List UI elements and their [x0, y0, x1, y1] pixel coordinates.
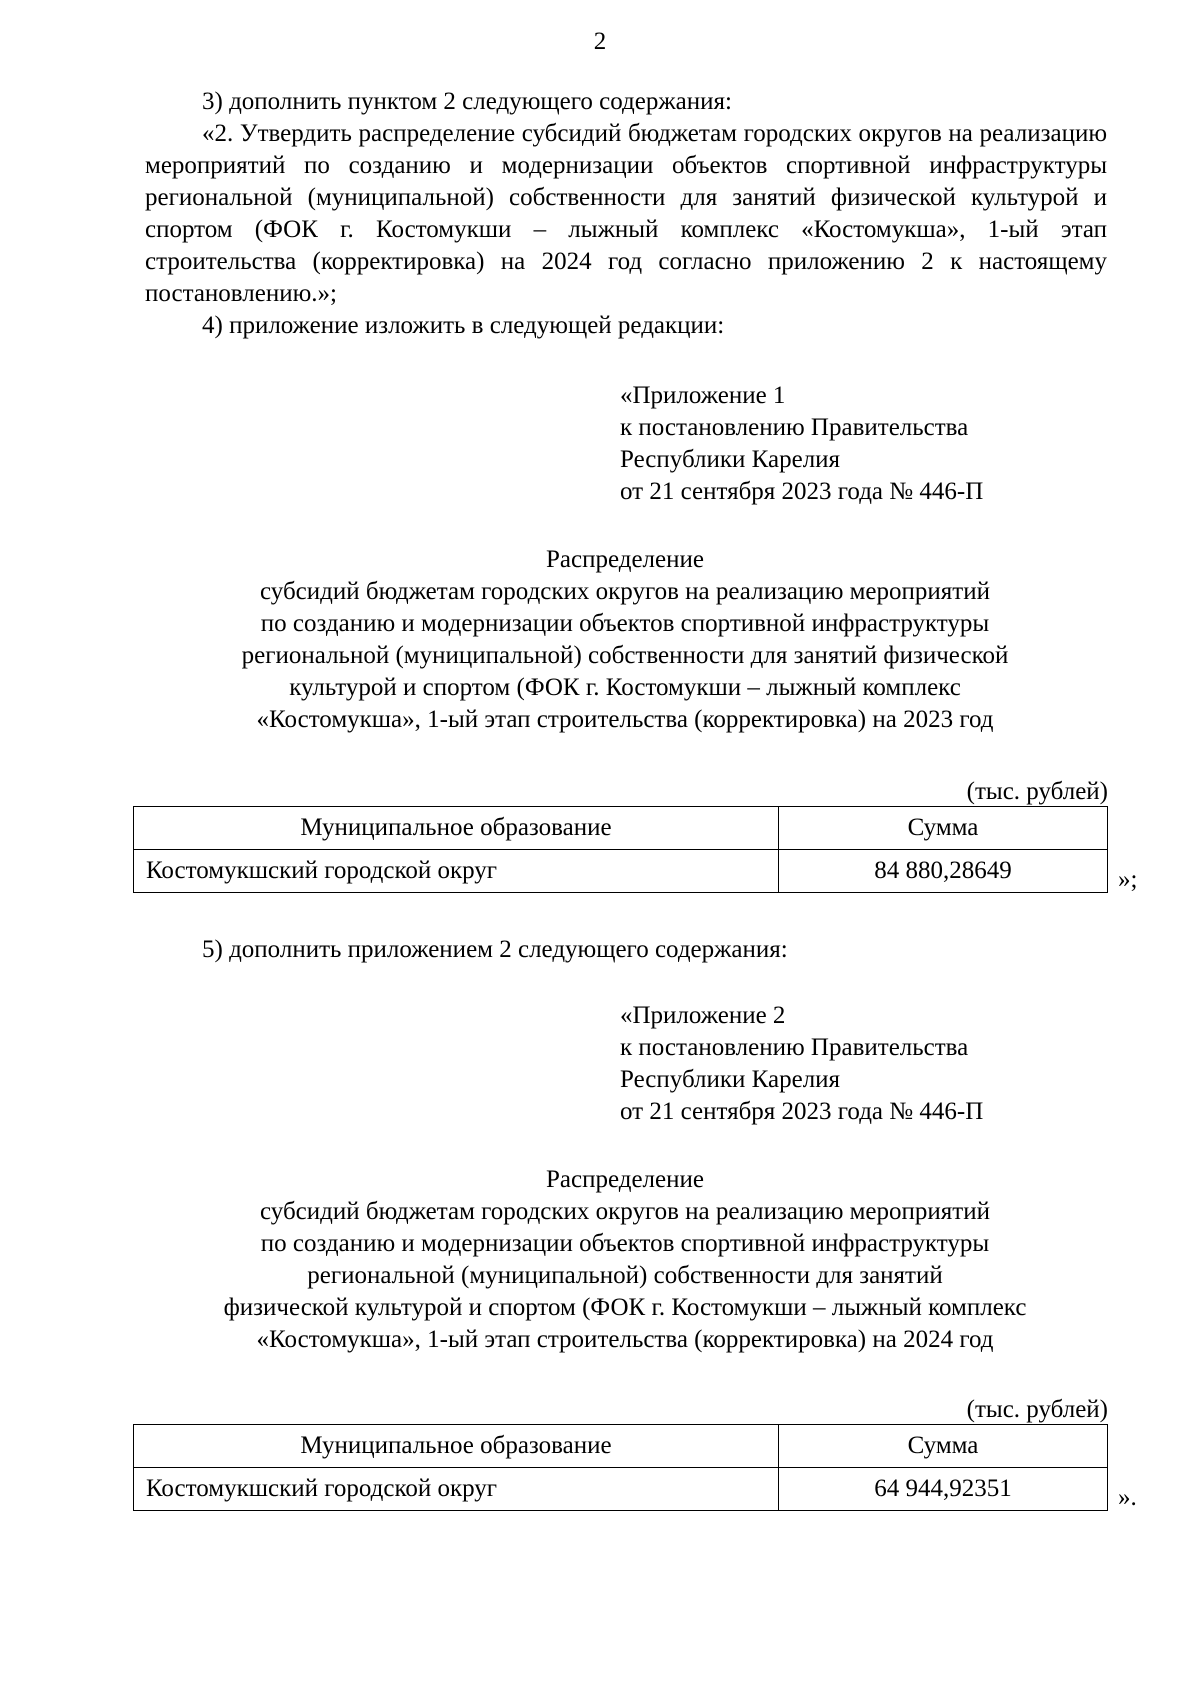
- appendix-1-title: [140, 544, 1110, 736]
- appendix-2-title: [140, 1164, 1110, 1356]
- title-line: физической культурой и спортом (ФОК г. Костомукши – лыжный комплекс: [223, 1294, 1027, 1321]
- appendix-1-header: [620, 380, 1140, 508]
- title-line: региональной (муниципальной) собственности для занятий: [307, 1262, 943, 1289]
- title-line: Распределение: [546, 546, 704, 573]
- item-4-line: 4) приложение изложить в следующей редакции:: [202, 312, 725, 339]
- title-line: субсидий бюджетам городских округов на реализацию мероприятий: [260, 1198, 990, 1225]
- column-header-municipality: Муниципальное образование: [134, 1425, 779, 1468]
- table-header-row: [134, 807, 1108, 850]
- unit-label: (тыс. рублей): [966, 1396, 1108, 1423]
- appendix-header-line: к постановлению Правительства: [620, 1034, 969, 1061]
- cell-sum: 84 880,28649: [779, 850, 1108, 893]
- title-line: региональной (муниципальной) собственности для занятий физической: [241, 642, 1009, 669]
- column-header-municipality: Муниципальное образование: [134, 807, 779, 850]
- appendix-header-line: от 21 сентября 2023 года № 446-П: [620, 1098, 984, 1125]
- cell-municipality: Костомукшский городской округ: [134, 1468, 779, 1511]
- cell-sum: 64 944,92351: [779, 1468, 1108, 1511]
- title-line: по созданию и модернизации объектов спортивной инфраструктуры: [260, 1230, 990, 1257]
- appendix-header-line: «Приложение 2: [620, 1002, 786, 1029]
- title-line: субсидий бюджетам городских округов на реализацию мероприятий: [260, 578, 990, 605]
- item-3-quote: «2. Утвердить распределение субсидий бюджетам городских округов на реализацию мероприятий по созданию и модернизации объектов спортивной инфраструктуры региональной (муниципальной) собственности для занятий физической культурой и спортом (ФОК г. Костомукши – лыжный комплекс «Костомукша», 1-ый этап строительства (корректировка) на 2024 год согласно приложению 2 к настоящему постановлению.»;: [145, 120, 1107, 307]
- appendix-header-line: Республики Карелия: [620, 446, 841, 473]
- appendix-2-header: [620, 1000, 1140, 1128]
- table-row: [134, 1468, 1108, 1511]
- title-line: по созданию и модернизации объектов спортивной инфраструктуры: [260, 610, 990, 637]
- column-header-sum: Сумма: [779, 807, 1108, 850]
- column-header-sum: Сумма: [779, 1425, 1108, 1468]
- title-line: Распределение: [546, 1166, 704, 1193]
- title-line: «Костомукша», 1-ый этап строительства (корректировка) на 2024 год: [256, 1326, 994, 1353]
- unit-label: (тыс. рублей): [966, 778, 1108, 805]
- item-5-line: 5) дополнить приложением 2 следующего содержания:: [202, 936, 788, 963]
- page-number: 2: [593, 28, 607, 55]
- title-line: «Костомукша», 1-ый этап строительства (корректировка) на 2023 год: [256, 706, 994, 733]
- appendix-header-line: Республики Карелия: [620, 1066, 841, 1093]
- appendix-header-line: «Приложение 1: [620, 382, 786, 409]
- table-header-row: [134, 1425, 1108, 1468]
- title-line: культурой и спортом (ФОК г. Костомукши – лыжный комплекс: [289, 674, 961, 701]
- closing-quote: ».: [1118, 1484, 1137, 1511]
- appendix-1-table: [133, 806, 1108, 893]
- cell-municipality: Костомукшский городской округ: [134, 850, 779, 893]
- appendix-2-table: [133, 1424, 1108, 1511]
- closing-quote: »;: [1118, 866, 1138, 893]
- appendix-header-line: от 21 сентября 2023 года № 446-П: [620, 478, 984, 505]
- item-3-line: 3) дополнить пунктом 2 следующего содержания:: [202, 88, 732, 115]
- appendix-header-line: к постановлению Правительства: [620, 414, 969, 441]
- table-row: [134, 850, 1108, 893]
